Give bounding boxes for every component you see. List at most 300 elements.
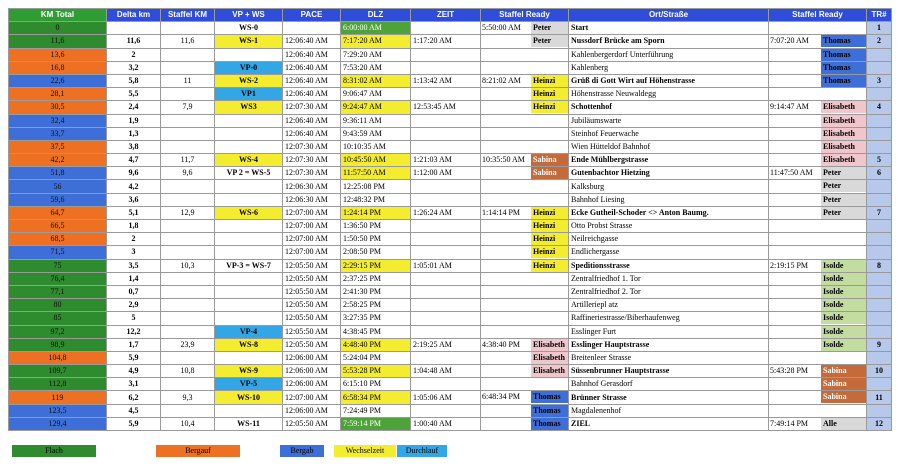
vp-ws-cell[interactable]	[215, 365, 283, 378]
column-header[interactable]: Staffel KM	[161, 9, 215, 22]
km-total-cell[interactable]	[9, 404, 107, 417]
dlz-cell[interactable]	[341, 285, 411, 298]
vp-ws-cell[interactable]	[215, 140, 283, 153]
staffel-ready-2-cell[interactable]	[769, 48, 867, 61]
dlz-cell[interactable]	[341, 325, 411, 338]
staffel-km-cell[interactable]	[161, 325, 215, 338]
tr-number-cell[interactable]	[867, 233, 892, 246]
km-total-cell[interactable]	[9, 285, 107, 298]
vp-ws-cell[interactable]	[215, 233, 283, 246]
staffel-km-cell[interactable]	[161, 378, 215, 391]
tr-number-cell[interactable]	[867, 246, 892, 259]
km-total-cell[interactable]	[9, 233, 107, 246]
km-total-cell[interactable]	[9, 74, 107, 87]
staffel-ready-cell[interactable]	[481, 48, 569, 61]
tr-number-cell[interactable]	[867, 338, 892, 351]
staffel-ready-2-cell[interactable]	[769, 312, 867, 325]
vp-ws-cell[interactable]	[215, 312, 283, 325]
km-total-cell[interactable]	[9, 391, 107, 404]
staffel-ready-2-cell[interactable]	[769, 351, 867, 364]
pace-cell[interactable]	[283, 35, 341, 48]
pace-cell[interactable]	[283, 351, 341, 364]
vp-ws-cell[interactable]	[215, 88, 283, 101]
dlz-cell[interactable]	[341, 220, 411, 233]
staffel-ready-cell[interactable]	[481, 193, 569, 206]
staffel-ready-2-cell[interactable]	[769, 365, 867, 378]
staffel-km-cell[interactable]	[161, 285, 215, 298]
staffel-ready-2-cell[interactable]	[769, 285, 867, 298]
staffel-km-cell[interactable]	[161, 391, 215, 404]
km-total-cell[interactable]	[9, 88, 107, 101]
staffel-ready-cell[interactable]	[481, 325, 569, 338]
vp-ws-cell[interactable]	[215, 193, 283, 206]
vp-ws-cell[interactable]	[215, 285, 283, 298]
tr-number-cell[interactable]	[867, 101, 892, 114]
dlz-cell[interactable]	[341, 272, 411, 285]
location-cell[interactable]	[569, 154, 769, 167]
zeit-cell[interactable]	[411, 338, 481, 351]
tr-number-cell[interactable]	[867, 206, 892, 219]
staffel-ready-cell[interactable]	[481, 391, 569, 404]
delta-km-cell[interactable]	[107, 312, 161, 325]
tr-number-cell[interactable]	[867, 404, 892, 417]
pace-cell[interactable]	[283, 127, 341, 140]
staffel-ready-cell[interactable]	[481, 299, 569, 312]
staffel-ready-cell[interactable]	[481, 154, 569, 167]
tr-number-cell[interactable]	[867, 114, 892, 127]
staffel-ready-cell[interactable]	[481, 35, 569, 48]
dlz-cell[interactable]	[341, 193, 411, 206]
staffel-ready-2-cell[interactable]	[769, 272, 867, 285]
zeit-cell[interactable]	[411, 180, 481, 193]
zeit-cell[interactable]	[411, 127, 481, 140]
vp-ws-cell[interactable]	[215, 74, 283, 87]
dlz-cell[interactable]	[341, 35, 411, 48]
delta-km-cell[interactable]	[107, 206, 161, 219]
dlz-cell[interactable]	[341, 312, 411, 325]
pace-cell[interactable]	[283, 259, 341, 272]
zeit-cell[interactable]	[411, 378, 481, 391]
staffel-ready-2-cell[interactable]	[769, 325, 867, 338]
delta-km-cell[interactable]	[107, 154, 161, 167]
pace-cell[interactable]	[283, 114, 341, 127]
location-cell[interactable]	[569, 351, 769, 364]
staffel-ready-2-cell[interactable]	[769, 88, 867, 101]
vp-ws-cell[interactable]	[215, 259, 283, 272]
zeit-cell[interactable]	[411, 101, 481, 114]
location-cell[interactable]	[569, 378, 769, 391]
staffel-km-cell[interactable]	[161, 246, 215, 259]
dlz-cell[interactable]	[341, 365, 411, 378]
zeit-cell[interactable]	[411, 193, 481, 206]
staffel-ready-cell[interactable]	[481, 285, 569, 298]
km-total-cell[interactable]	[9, 272, 107, 285]
dlz-cell[interactable]	[341, 299, 411, 312]
staffel-ready-cell[interactable]	[481, 378, 569, 391]
pace-cell[interactable]	[283, 312, 341, 325]
zeit-cell[interactable]	[411, 299, 481, 312]
staffel-km-cell[interactable]	[161, 193, 215, 206]
delta-km-cell[interactable]	[107, 35, 161, 48]
zeit-cell[interactable]	[411, 61, 481, 74]
staffel-ready-2-cell[interactable]	[769, 378, 867, 391]
zeit-cell[interactable]	[411, 22, 481, 35]
pace-cell[interactable]	[283, 220, 341, 233]
location-cell[interactable]	[569, 246, 769, 259]
delta-km-cell[interactable]	[107, 140, 161, 153]
staffel-ready-2-cell[interactable]	[769, 167, 867, 180]
delta-km-cell[interactable]	[107, 22, 161, 35]
vp-ws-cell[interactable]	[215, 154, 283, 167]
dlz-cell[interactable]	[341, 74, 411, 87]
delta-km-cell[interactable]	[107, 101, 161, 114]
dlz-cell[interactable]	[341, 417, 411, 430]
staffel-ready-2-cell[interactable]	[769, 391, 867, 404]
delta-km-cell[interactable]	[107, 61, 161, 74]
km-total-cell[interactable]	[9, 180, 107, 193]
km-total-cell[interactable]	[9, 299, 107, 312]
zeit-cell[interactable]	[411, 114, 481, 127]
delta-km-cell[interactable]	[107, 180, 161, 193]
delta-km-cell[interactable]	[107, 325, 161, 338]
location-cell[interactable]	[569, 180, 769, 193]
dlz-cell[interactable]	[341, 391, 411, 404]
tr-number-cell[interactable]	[867, 259, 892, 272]
tr-number-cell[interactable]	[867, 74, 892, 87]
location-cell[interactable]	[569, 74, 769, 87]
tr-number-cell[interactable]	[867, 417, 892, 430]
dlz-cell[interactable]	[341, 167, 411, 180]
delta-km-cell[interactable]	[107, 114, 161, 127]
km-total-cell[interactable]	[9, 22, 107, 35]
staffel-ready-cell[interactable]	[481, 167, 569, 180]
staffel-ready-2-cell[interactable]	[769, 180, 867, 193]
vp-ws-cell[interactable]	[215, 180, 283, 193]
tr-number-cell[interactable]	[867, 61, 892, 74]
delta-km-cell[interactable]	[107, 48, 161, 61]
dlz-cell[interactable]	[341, 206, 411, 219]
staffel-ready-cell[interactable]	[481, 114, 569, 127]
location-cell[interactable]	[569, 259, 769, 272]
vp-ws-cell[interactable]	[215, 101, 283, 114]
zeit-cell[interactable]	[411, 325, 481, 338]
staffel-ready-2-cell[interactable]	[769, 404, 867, 417]
staffel-km-cell[interactable]	[161, 351, 215, 364]
km-total-cell[interactable]	[9, 193, 107, 206]
tr-number-cell[interactable]	[867, 299, 892, 312]
staffel-ready-2-cell[interactable]	[769, 220, 867, 233]
pace-cell[interactable]	[283, 378, 341, 391]
staffel-km-cell[interactable]	[161, 88, 215, 101]
column-header[interactable]: DLZ	[341, 9, 411, 22]
dlz-cell[interactable]	[341, 61, 411, 74]
zeit-cell[interactable]	[411, 272, 481, 285]
staffel-km-cell[interactable]	[161, 140, 215, 153]
column-header[interactable]: Delta km	[107, 9, 161, 22]
staffel-km-cell[interactable]	[161, 259, 215, 272]
staffel-km-cell[interactable]	[161, 167, 215, 180]
zeit-cell[interactable]	[411, 404, 481, 417]
staffel-km-cell[interactable]	[161, 233, 215, 246]
staffel-km-cell[interactable]	[161, 114, 215, 127]
staffel-ready-2-cell[interactable]	[769, 74, 867, 87]
zeit-cell[interactable]	[411, 74, 481, 87]
staffel-ready-2-cell[interactable]	[769, 206, 867, 219]
location-cell[interactable]	[569, 35, 769, 48]
column-header[interactable]: KM Total	[9, 9, 107, 22]
delta-km-cell[interactable]	[107, 391, 161, 404]
zeit-cell[interactable]	[411, 35, 481, 48]
zeit-cell[interactable]	[411, 220, 481, 233]
staffel-ready-2-cell[interactable]	[769, 140, 867, 153]
delta-km-cell[interactable]	[107, 259, 161, 272]
staffel-km-cell[interactable]	[161, 154, 215, 167]
staffel-ready-cell[interactable]	[481, 22, 569, 35]
km-total-cell[interactable]	[9, 114, 107, 127]
staffel-km-cell[interactable]	[161, 272, 215, 285]
pace-cell[interactable]	[283, 233, 341, 246]
pace-cell[interactable]	[283, 365, 341, 378]
staffel-km-cell[interactable]	[161, 417, 215, 430]
column-header[interactable]: Staffel Ready	[769, 9, 867, 22]
staffel-ready-cell[interactable]	[481, 206, 569, 219]
column-header[interactable]: Ort/Straße	[569, 9, 769, 22]
location-cell[interactable]	[569, 338, 769, 351]
km-total-cell[interactable]	[9, 101, 107, 114]
staffel-ready-2-cell[interactable]	[769, 233, 867, 246]
tr-number-cell[interactable]	[867, 88, 892, 101]
staffel-ready-2-cell[interactable]	[769, 61, 867, 74]
staffel-ready-cell[interactable]	[481, 351, 569, 364]
location-cell[interactable]	[569, 167, 769, 180]
staffel-ready-cell[interactable]	[481, 259, 569, 272]
staffel-km-cell[interactable]	[161, 312, 215, 325]
dlz-cell[interactable]	[341, 246, 411, 259]
zeit-cell[interactable]	[411, 88, 481, 101]
staffel-ready-2-cell[interactable]	[769, 114, 867, 127]
column-header[interactable]: Staffel Ready	[481, 9, 569, 22]
pace-cell[interactable]	[283, 74, 341, 87]
tr-number-cell[interactable]	[867, 127, 892, 140]
dlz-cell[interactable]	[341, 404, 411, 417]
staffel-km-cell[interactable]	[161, 22, 215, 35]
zeit-cell[interactable]	[411, 167, 481, 180]
km-total-cell[interactable]	[9, 351, 107, 364]
vp-ws-cell[interactable]	[215, 127, 283, 140]
vp-ws-cell[interactable]	[215, 35, 283, 48]
vp-ws-cell[interactable]	[215, 272, 283, 285]
pace-cell[interactable]	[283, 391, 341, 404]
km-total-cell[interactable]	[9, 338, 107, 351]
staffel-km-cell[interactable]	[161, 48, 215, 61]
staffel-km-cell[interactable]	[161, 180, 215, 193]
staffel-ready-cell[interactable]	[481, 312, 569, 325]
pace-cell[interactable]	[283, 246, 341, 259]
tr-number-cell[interactable]	[867, 154, 892, 167]
tr-number-cell[interactable]	[867, 220, 892, 233]
location-cell[interactable]	[569, 61, 769, 74]
dlz-cell[interactable]	[341, 101, 411, 114]
zeit-cell[interactable]	[411, 154, 481, 167]
staffel-km-cell[interactable]	[161, 35, 215, 48]
dlz-cell[interactable]	[341, 351, 411, 364]
tr-number-cell[interactable]	[867, 285, 892, 298]
km-total-cell[interactable]	[9, 154, 107, 167]
vp-ws-cell[interactable]	[215, 391, 283, 404]
dlz-cell[interactable]	[341, 338, 411, 351]
vp-ws-cell[interactable]	[215, 351, 283, 364]
staffel-km-cell[interactable]	[161, 404, 215, 417]
delta-km-cell[interactable]	[107, 167, 161, 180]
column-header[interactable]: TR#	[867, 9, 892, 22]
vp-ws-cell[interactable]	[215, 325, 283, 338]
km-total-cell[interactable]	[9, 35, 107, 48]
staffel-ready-2-cell[interactable]	[769, 417, 867, 430]
location-cell[interactable]	[569, 22, 769, 35]
km-total-cell[interactable]	[9, 365, 107, 378]
pace-cell[interactable]	[283, 48, 341, 61]
delta-km-cell[interactable]	[107, 88, 161, 101]
staffel-ready-cell[interactable]	[481, 365, 569, 378]
location-cell[interactable]	[569, 206, 769, 219]
location-cell[interactable]	[569, 417, 769, 430]
delta-km-cell[interactable]	[107, 378, 161, 391]
delta-km-cell[interactable]	[107, 299, 161, 312]
dlz-cell[interactable]	[341, 114, 411, 127]
tr-number-cell[interactable]	[867, 365, 892, 378]
km-total-cell[interactable]	[9, 325, 107, 338]
pace-cell[interactable]	[283, 140, 341, 153]
km-total-cell[interactable]	[9, 127, 107, 140]
pace-cell[interactable]	[283, 299, 341, 312]
zeit-cell[interactable]	[411, 206, 481, 219]
delta-km-cell[interactable]	[107, 233, 161, 246]
zeit-cell[interactable]	[411, 312, 481, 325]
tr-number-cell[interactable]	[867, 180, 892, 193]
location-cell[interactable]	[569, 365, 769, 378]
staffel-km-cell[interactable]	[161, 206, 215, 219]
pace-cell[interactable]	[283, 325, 341, 338]
delta-km-cell[interactable]	[107, 272, 161, 285]
vp-ws-cell[interactable]	[215, 246, 283, 259]
zeit-cell[interactable]	[411, 285, 481, 298]
tr-number-cell[interactable]	[867, 35, 892, 48]
staffel-ready-cell[interactable]	[481, 338, 569, 351]
staffel-ready-2-cell[interactable]	[769, 101, 867, 114]
zeit-cell[interactable]	[411, 391, 481, 404]
location-cell[interactable]	[569, 233, 769, 246]
km-total-cell[interactable]	[9, 312, 107, 325]
location-cell[interactable]	[569, 220, 769, 233]
location-cell[interactable]	[569, 114, 769, 127]
km-total-cell[interactable]	[9, 259, 107, 272]
staffel-km-cell[interactable]	[161, 299, 215, 312]
staffel-ready-cell[interactable]	[481, 272, 569, 285]
pace-cell[interactable]	[283, 285, 341, 298]
staffel-ready-2-cell[interactable]	[769, 127, 867, 140]
pace-cell[interactable]	[283, 180, 341, 193]
staffel-ready-cell[interactable]	[481, 417, 569, 430]
pace-cell[interactable]	[283, 404, 341, 417]
staffel-ready-cell[interactable]	[481, 74, 569, 87]
vp-ws-cell[interactable]	[215, 417, 283, 430]
delta-km-cell[interactable]	[107, 74, 161, 87]
location-cell[interactable]	[569, 48, 769, 61]
staffel-km-cell[interactable]	[161, 61, 215, 74]
zeit-cell[interactable]	[411, 351, 481, 364]
dlz-cell[interactable]	[341, 378, 411, 391]
staffel-ready-cell[interactable]	[481, 180, 569, 193]
dlz-cell[interactable]	[341, 259, 411, 272]
location-cell[interactable]	[569, 325, 769, 338]
tr-number-cell[interactable]	[867, 391, 892, 404]
vp-ws-cell[interactable]	[215, 61, 283, 74]
delta-km-cell[interactable]	[107, 338, 161, 351]
pace-cell[interactable]	[283, 61, 341, 74]
delta-km-cell[interactable]	[107, 417, 161, 430]
delta-km-cell[interactable]	[107, 404, 161, 417]
km-total-cell[interactable]	[9, 246, 107, 259]
pace-cell[interactable]	[283, 272, 341, 285]
zeit-cell[interactable]	[411, 259, 481, 272]
delta-km-cell[interactable]	[107, 220, 161, 233]
location-cell[interactable]	[569, 88, 769, 101]
location-cell[interactable]	[569, 391, 769, 404]
staffel-ready-cell[interactable]	[481, 140, 569, 153]
km-total-cell[interactable]	[9, 167, 107, 180]
delta-km-cell[interactable]	[107, 285, 161, 298]
staffel-ready-cell[interactable]	[481, 220, 569, 233]
staffel-km-cell[interactable]	[161, 365, 215, 378]
staffel-km-cell[interactable]	[161, 338, 215, 351]
tr-number-cell[interactable]	[867, 378, 892, 391]
staffel-ready-2-cell[interactable]	[769, 259, 867, 272]
vp-ws-cell[interactable]	[215, 206, 283, 219]
column-header[interactable]: PACE	[283, 9, 341, 22]
tr-number-cell[interactable]	[867, 22, 892, 35]
staffel-ready-cell[interactable]	[481, 88, 569, 101]
vp-ws-cell[interactable]	[215, 299, 283, 312]
location-cell[interactable]	[569, 127, 769, 140]
vp-ws-cell[interactable]	[215, 338, 283, 351]
zeit-cell[interactable]	[411, 140, 481, 153]
zeit-cell[interactable]	[411, 48, 481, 61]
pace-cell[interactable]	[283, 417, 341, 430]
delta-km-cell[interactable]	[107, 127, 161, 140]
tr-number-cell[interactable]	[867, 312, 892, 325]
dlz-cell[interactable]	[341, 127, 411, 140]
delta-km-cell[interactable]	[107, 193, 161, 206]
vp-ws-cell[interactable]	[215, 114, 283, 127]
tr-number-cell[interactable]	[867, 325, 892, 338]
delta-km-cell[interactable]	[107, 246, 161, 259]
pace-cell[interactable]	[283, 101, 341, 114]
vp-ws-cell[interactable]	[215, 48, 283, 61]
dlz-cell[interactable]	[341, 48, 411, 61]
vp-ws-cell[interactable]	[215, 220, 283, 233]
tr-number-cell[interactable]	[867, 272, 892, 285]
staffel-km-cell[interactable]	[161, 220, 215, 233]
staffel-ready-2-cell[interactable]	[769, 193, 867, 206]
pace-cell[interactable]	[283, 193, 341, 206]
vp-ws-cell[interactable]	[215, 404, 283, 417]
km-total-cell[interactable]	[9, 206, 107, 219]
zeit-cell[interactable]	[411, 246, 481, 259]
vp-ws-cell[interactable]	[215, 22, 283, 35]
km-total-cell[interactable]	[9, 220, 107, 233]
tr-number-cell[interactable]	[867, 48, 892, 61]
staffel-km-cell[interactable]	[161, 101, 215, 114]
